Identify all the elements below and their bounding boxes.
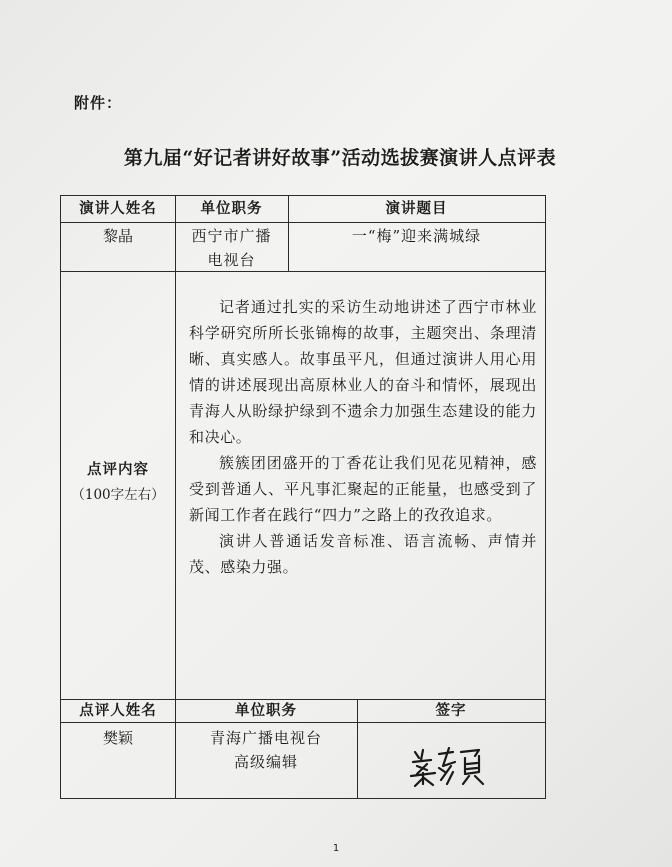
- reviewer-unit-line2: 高级编辑: [233, 753, 298, 771]
- comment-sublabel: （100字左右）: [71, 487, 165, 503]
- comment-label: 点评内容: [87, 462, 149, 478]
- speech-topic-header: 演讲题目: [385, 201, 448, 217]
- col-divider: [175, 271, 176, 699]
- speech-topic: 一“梅”迎来满城绿: [351, 227, 482, 245]
- speaker-name-header: 演讲人姓名: [79, 201, 157, 217]
- comment-paragraph-2: 簇簇团团盛开的丁香花让我们见花见精神，感受到普通人、平凡事汇聚起的正能量，也感受到了新闻工作者在践行“四力”之路上的孜孜追求。: [189, 454, 537, 524]
- reviewer-name-header: 点评人姓名: [79, 703, 157, 719]
- page-number: 1: [332, 843, 340, 854]
- speaker-name: 黎晶: [102, 227, 133, 245]
- handwritten-signature: [409, 744, 489, 788]
- reviewer-unit-header: 单位职务: [235, 703, 297, 719]
- comment-body: [189, 294, 537, 580]
- row-divider: [61, 271, 545, 272]
- attachment-label: 附件：: [74, 94, 123, 112]
- comment-paragraph-3: 演讲人普通话发音标准、语言流畅、声情并茂、感染力强。: [189, 532, 537, 576]
- comment-paragraph-1: 记者通过扎实的采访生动地讲述了西宁市林业科学研究所所长张锦梅的故事，主题突出、条理清晰、真实感人。故事虽平凡，但通过演讲人用心用情的讲述展现出高原林业人的奋斗和情怀，展现出青海人从盼绿护绿到不遗余力加强生态建设的能力和决心。: [189, 298, 537, 446]
- review-form-table: [60, 195, 546, 799]
- reviewer-name: 樊颖: [102, 729, 133, 747]
- speaker-unit-line1: 西宁市广播: [191, 227, 272, 245]
- reviewer-unit-line1: 青海广播电视台: [209, 729, 322, 747]
- form-title: 第九届“好记者讲好故事”活动选拔赛演讲人点评表: [123, 147, 557, 169]
- signature-header: 签字: [435, 703, 467, 719]
- speaker-unit-header: 单位职务: [200, 201, 263, 217]
- speaker-unit-line2: 电视台: [207, 251, 256, 269]
